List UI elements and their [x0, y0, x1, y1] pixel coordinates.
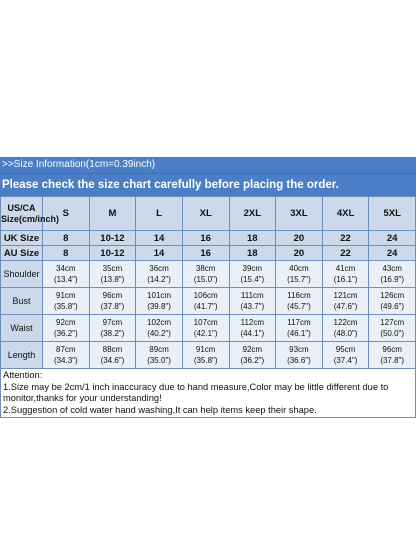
cm-value: 96cm [102, 291, 123, 300]
cm-value: 39cm [242, 264, 263, 273]
attention-heading: Attention: [3, 370, 43, 380]
inch-value: (36.6") [287, 356, 311, 365]
measure-cell [43, 315, 90, 342]
au-size-row [1, 246, 416, 261]
cm-value: 121cm [333, 291, 358, 300]
cm-value: 91cm [56, 291, 76, 300]
measure-cell [43, 261, 90, 288]
measure-cell [182, 315, 229, 342]
cm-value: 126cm [380, 291, 405, 300]
cm-value: 96cm [382, 345, 402, 354]
inch-value: (45.7") [287, 302, 311, 311]
measure-row-waist [1, 315, 416, 342]
cm-value: 111cm [240, 291, 264, 300]
inch-value: (39.8") [147, 302, 171, 311]
measure-label: Shoulder [1, 261, 43, 288]
inch-value: (42.1") [193, 329, 218, 338]
measure-label: Waist [1, 315, 43, 342]
measure-cell [369, 288, 416, 315]
cm-value: 35cm [102, 264, 123, 273]
uk-size-cell: 20 [276, 231, 323, 246]
cm-value: 107cm [193, 318, 218, 327]
measure-cell [182, 261, 229, 288]
uk-size-cell: 24 [369, 231, 416, 246]
measure-cell [136, 342, 183, 369]
inch-value: (48.0") [333, 329, 358, 338]
measure-cell [322, 288, 369, 315]
measure-row-length [1, 342, 416, 369]
size-header: L [136, 197, 183, 231]
measure-cell [369, 342, 416, 369]
cm-value: 106cm [193, 291, 218, 300]
measure-cell [182, 342, 229, 369]
cm-value: 101cm [147, 291, 172, 300]
inch-value: (16.9") [380, 275, 405, 284]
cm-value: 102cm [147, 318, 172, 327]
inch-value: (15.4") [240, 275, 265, 284]
inch-value: (40.2") [147, 329, 171, 338]
inch-value: (34.3") [53, 356, 78, 365]
inch-value: (46.1") [287, 329, 311, 338]
measure-cell [136, 315, 183, 342]
measure-cell [322, 342, 369, 369]
header-row [1, 197, 416, 231]
cm-value: 116cm [287, 291, 311, 300]
inch-value: (16.1") [333, 275, 358, 284]
inch-value: (13.8") [100, 275, 125, 284]
cm-value: 92cm [56, 318, 76, 327]
measure-cell [322, 261, 369, 288]
size-header: 5XL [369, 197, 416, 231]
inch-value: (35.8") [193, 356, 218, 365]
cm-value: 38cm [195, 264, 216, 273]
measure-cell [369, 315, 416, 342]
au-size-cell: 20 [276, 246, 323, 261]
au-size-label: AU Size [1, 246, 43, 261]
cm-value: 92cm [242, 345, 263, 354]
au-size-cell: 18 [229, 246, 276, 261]
header-label-us-ca: US/CA [7, 202, 36, 213]
cm-value: 43cm [382, 264, 402, 273]
inch-value: (36.2") [240, 356, 265, 365]
au-size-cell: 14 [136, 246, 183, 261]
cm-value: 88cm [102, 345, 123, 354]
inch-value: (50.0") [380, 329, 405, 338]
uk-size-cell: 10-12 [89, 231, 136, 246]
size-chart [0, 157, 416, 418]
inch-value: (43.7") [240, 302, 265, 311]
measure-cell [89, 288, 136, 315]
cm-value: 34cm [56, 264, 76, 273]
measure-cell [229, 288, 276, 315]
au-size-cell: 8 [43, 246, 90, 261]
inch-value: (37.4") [333, 356, 358, 365]
cm-value: 89cm [149, 345, 169, 354]
size-header: S [43, 197, 90, 231]
measure-cell [276, 288, 323, 315]
size-table [0, 196, 416, 369]
size-header: 3XL [276, 197, 323, 231]
header-label [1, 197, 60, 231]
inch-value: (15.7") [287, 275, 311, 284]
cm-value: 36cm [149, 264, 169, 273]
uk-size-cell: 14 [136, 231, 183, 246]
measure-cell [229, 315, 276, 342]
inch-value: (44.1") [240, 329, 265, 338]
inch-value: (49.6") [380, 302, 405, 311]
measure-cell [229, 342, 276, 369]
measure-cell [136, 288, 183, 315]
uk-size-cell: 16 [182, 231, 229, 246]
inch-value: (34.6") [100, 356, 125, 365]
au-size-cell: 22 [322, 246, 369, 261]
measure-cell [89, 261, 136, 288]
cm-value: 40cm [289, 264, 309, 273]
attention-notes [0, 369, 416, 418]
au-size-cell: 10-12 [89, 246, 136, 261]
inch-value: (15.0") [193, 275, 218, 284]
inch-value: (37.8") [100, 302, 125, 311]
inch-value: (36.2") [53, 329, 78, 338]
size-header: 4XL [322, 197, 369, 231]
measure-label: Bust [1, 288, 43, 315]
cm-value: 95cm [335, 345, 356, 354]
measure-label: Length [1, 342, 43, 369]
size-header: XL [182, 197, 229, 231]
uk-size-cell: 22 [322, 231, 369, 246]
measure-cell [136, 261, 183, 288]
inch-value: (14.2") [147, 275, 171, 284]
measure-cell [89, 315, 136, 342]
measure-cell [43, 342, 90, 369]
measure-cell [43, 288, 90, 315]
measure-cell [276, 261, 323, 288]
measure-cell [369, 261, 416, 288]
cm-value: 112cm [240, 318, 265, 327]
inch-value: (35.8") [53, 302, 78, 311]
inch-value: (35.0") [147, 356, 171, 365]
size-header: 2XL [229, 197, 276, 231]
cm-value: 97cm [102, 318, 123, 327]
uk-size-cell: 8 [43, 231, 90, 246]
inch-value: (47.6") [333, 302, 358, 311]
cm-value: 41cm [335, 264, 356, 273]
au-size-cell: 16 [182, 246, 229, 261]
cm-value: 127cm [380, 318, 405, 327]
header-label-size-unit: Size(cm/inch) [1, 213, 60, 224]
measure-cell [322, 315, 369, 342]
uk-size-cell: 18 [229, 231, 276, 246]
size-info-title: >>Size Information(1cm=0.39inch) [0, 157, 416, 174]
measure-cell [182, 288, 229, 315]
inch-value: (37.8") [380, 356, 405, 365]
measure-row-shoulder [1, 261, 416, 288]
inch-value: (41.7") [193, 302, 218, 311]
measure-cell [229, 261, 276, 288]
cm-value: 91cm [195, 345, 216, 354]
au-size-cell: 24 [369, 246, 416, 261]
uk-size-label: UK Size [1, 231, 43, 246]
cm-value: 122cm [333, 318, 358, 327]
measure-cell [276, 315, 323, 342]
size-header: M [89, 197, 136, 231]
measure-cell [89, 342, 136, 369]
cm-value: 93cm [289, 345, 309, 354]
measure-cell [276, 342, 323, 369]
measure-row-bust [1, 288, 416, 315]
cm-value: 87cm [56, 345, 76, 354]
inch-value: (38.2") [100, 329, 125, 338]
inch-value: (13.4") [53, 275, 78, 284]
size-info-banner [0, 157, 416, 196]
cm-value: 117cm [287, 318, 311, 327]
note-item: 2.Suggestion of cold water hand washing,It can help items keep their shape. [3, 404, 317, 415]
size-chart-warning: Please check the size chart carefully before placing the order. [2, 179, 339, 191]
note-item: 1.Size may be 2cm/1 inch inaccuracy due to hand measure,Color may be little different due to monitor,thanks for your understanding! [3, 381, 389, 403]
uk-size-row [1, 231, 416, 246]
